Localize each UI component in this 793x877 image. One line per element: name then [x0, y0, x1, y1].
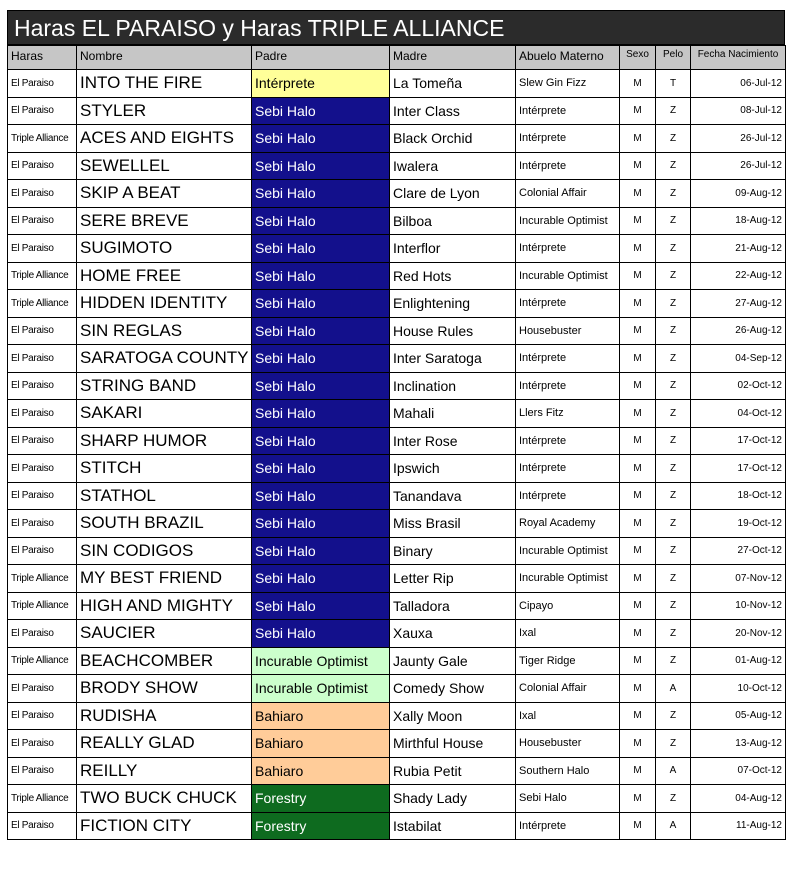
cell-madre: Rubia Petit: [390, 757, 516, 785]
cell-abuelo-materno: Intérprete: [516, 152, 620, 180]
table-row: [8, 70, 786, 98]
cell-pelo: Z: [656, 290, 691, 318]
cell-sexo: M: [620, 812, 656, 840]
cell-haras: El Paraiso: [8, 482, 77, 510]
cell-pelo: A: [656, 675, 691, 703]
spreadsheet: [7, 10, 785, 840]
cell-sexo: M: [620, 97, 656, 125]
cell-padre: Incurable Optimist: [252, 647, 390, 675]
cell-madre: Enlightening: [390, 290, 516, 318]
cell-madre: Miss Brasil: [390, 510, 516, 538]
cell-haras: El Paraiso: [8, 537, 77, 565]
cell-padre: Sebi Halo: [252, 97, 390, 125]
cell-pelo: Z: [656, 345, 691, 373]
cell-pelo: Z: [656, 152, 691, 180]
cell-nombre: ACES AND EIGHTS: [77, 125, 252, 153]
cell-padre: Bahiaro: [252, 757, 390, 785]
cell-nombre: TWO BUCK CHUCK: [77, 785, 252, 813]
cell-sexo: M: [620, 702, 656, 730]
cell-madre: Mahali: [390, 400, 516, 428]
cell-haras: El Paraiso: [8, 455, 77, 483]
cell-padre: Sebi Halo: [252, 152, 390, 180]
cell-haras: El Paraiso: [8, 400, 77, 428]
cell-nombre: BEACHCOMBER: [77, 647, 252, 675]
cell-fecha-nacimiento: 27-Oct-12: [691, 537, 786, 565]
cell-sexo: M: [620, 70, 656, 98]
cell-madre: Inter Saratoga: [390, 345, 516, 373]
cell-nombre: SHARP HUMOR: [77, 427, 252, 455]
table-row: [8, 180, 786, 208]
cell-madre: Xally Moon: [390, 702, 516, 730]
cell-fecha-nacimiento: 26-Aug-12: [691, 317, 786, 345]
cell-sexo: M: [620, 620, 656, 648]
cell-madre: Interflor: [390, 235, 516, 263]
cell-madre: House Rules: [390, 317, 516, 345]
cell-padre: Sebi Halo: [252, 125, 390, 153]
cell-fecha-nacimiento: 22-Aug-12: [691, 262, 786, 290]
cell-abuelo-materno: Intérprete: [516, 97, 620, 125]
cell-fecha-nacimiento: 07-Nov-12: [691, 565, 786, 593]
cell-fecha-nacimiento: 27-Aug-12: [691, 290, 786, 318]
cell-nombre: STITCH: [77, 455, 252, 483]
cell-madre: Shady Lady: [390, 785, 516, 813]
cell-madre: Binary: [390, 537, 516, 565]
cell-madre: Istabilat: [390, 812, 516, 840]
cell-fecha-nacimiento: 01-Aug-12: [691, 647, 786, 675]
table-row: [8, 730, 786, 758]
header-madre: Madre: [390, 46, 516, 70]
table-row: [8, 152, 786, 180]
cell-haras: Triple Alliance: [8, 125, 77, 153]
cell-abuelo-materno: Ixal: [516, 702, 620, 730]
cell-padre: Sebi Halo: [252, 620, 390, 648]
cell-haras: El Paraiso: [8, 702, 77, 730]
cell-sexo: M: [620, 400, 656, 428]
cell-padre: Intérprete: [252, 70, 390, 98]
cell-sexo: M: [620, 675, 656, 703]
cell-padre: Sebi Halo: [252, 565, 390, 593]
cell-madre: Comedy Show: [390, 675, 516, 703]
cell-abuelo-materno: Housebuster: [516, 730, 620, 758]
header-haras: Haras: [8, 46, 77, 70]
cell-abuelo-materno: Tiger Ridge: [516, 647, 620, 675]
cell-sexo: M: [620, 372, 656, 400]
cell-padre: Sebi Halo: [252, 345, 390, 373]
cell-sexo: M: [620, 647, 656, 675]
table-row: [8, 565, 786, 593]
cell-padre: Sebi Halo: [252, 180, 390, 208]
cell-haras: El Paraiso: [8, 510, 77, 538]
table-row: [8, 345, 786, 373]
cell-pelo: Z: [656, 207, 691, 235]
cell-fecha-nacimiento: 09-Aug-12: [691, 180, 786, 208]
cell-haras: El Paraiso: [8, 757, 77, 785]
cell-fecha-nacimiento: 26-Jul-12: [691, 125, 786, 153]
cell-madre: Jaunty Gale: [390, 647, 516, 675]
table-row: [8, 482, 786, 510]
cell-pelo: Z: [656, 317, 691, 345]
cell-pelo: Z: [656, 785, 691, 813]
cell-fecha-nacimiento: 02-Oct-12: [691, 372, 786, 400]
cell-abuelo-materno: Intérprete: [516, 345, 620, 373]
cell-abuelo-materno: Incurable Optimist: [516, 565, 620, 593]
cell-sexo: M: [620, 510, 656, 538]
cell-madre: Bilboa: [390, 207, 516, 235]
cell-abuelo-materno: Ixal: [516, 620, 620, 648]
cell-fecha-nacimiento: 04-Sep-12: [691, 345, 786, 373]
cell-pelo: A: [656, 812, 691, 840]
cell-fecha-nacimiento: 04-Aug-12: [691, 785, 786, 813]
cell-madre: Letter Rip: [390, 565, 516, 593]
cell-sexo: M: [620, 152, 656, 180]
cell-fecha-nacimiento: 26-Jul-12: [691, 152, 786, 180]
table-row: [8, 785, 786, 813]
cell-pelo: Z: [656, 565, 691, 593]
table-row: [8, 812, 786, 840]
cell-sexo: M: [620, 345, 656, 373]
table-row: [8, 372, 786, 400]
cell-fecha-nacimiento: 11-Aug-12: [691, 812, 786, 840]
cell-fecha-nacimiento: 21-Aug-12: [691, 235, 786, 263]
cell-nombre: SUGIMOTO: [77, 235, 252, 263]
cell-nombre: SERE BREVE: [77, 207, 252, 235]
table-row: [8, 647, 786, 675]
cell-abuelo-materno: Incurable Optimist: [516, 537, 620, 565]
cell-fecha-nacimiento: 10-Oct-12: [691, 675, 786, 703]
cell-nombre: SIN CODIGOS: [77, 537, 252, 565]
cell-madre: Inter Rose: [390, 427, 516, 455]
cell-fecha-nacimiento: 07-Oct-12: [691, 757, 786, 785]
cell-sexo: M: [620, 180, 656, 208]
cell-padre: Sebi Halo: [252, 482, 390, 510]
cell-madre: Tanandava: [390, 482, 516, 510]
cell-sexo: M: [620, 290, 656, 318]
cell-padre: Sebi Halo: [252, 372, 390, 400]
cell-fecha-nacimiento: 20-Nov-12: [691, 620, 786, 648]
cell-abuelo-materno: Royal Academy: [516, 510, 620, 538]
cell-padre: Sebi Halo: [252, 455, 390, 483]
cell-abuelo-materno: Intérprete: [516, 290, 620, 318]
cell-sexo: M: [620, 427, 656, 455]
cell-haras: Triple Alliance: [8, 592, 77, 620]
cell-nombre: BRODY SHOW: [77, 675, 252, 703]
cell-haras: El Paraiso: [8, 97, 77, 125]
cell-haras: El Paraiso: [8, 152, 77, 180]
cell-madre: Inter Class: [390, 97, 516, 125]
cell-nombre: STATHOL: [77, 482, 252, 510]
cell-nombre: STYLER: [77, 97, 252, 125]
cell-haras: El Paraiso: [8, 427, 77, 455]
cell-nombre: HIGH AND MIGHTY: [77, 592, 252, 620]
cell-fecha-nacimiento: 19-Oct-12: [691, 510, 786, 538]
cell-pelo: Z: [656, 702, 691, 730]
cell-sexo: M: [620, 317, 656, 345]
cell-pelo: Z: [656, 647, 691, 675]
cell-haras: Triple Alliance: [8, 647, 77, 675]
cell-abuelo-materno: Housebuster: [516, 317, 620, 345]
cell-padre: Sebi Halo: [252, 207, 390, 235]
cell-pelo: Z: [656, 537, 691, 565]
cell-sexo: M: [620, 730, 656, 758]
cell-abuelo-materno: Intérprete: [516, 482, 620, 510]
sheet-title: Haras EL PARAISO y Haras TRIPLE ALLIANCE: [7, 10, 785, 45]
cell-abuelo-materno: Slew Gin Fizz: [516, 70, 620, 98]
cell-pelo: Z: [656, 510, 691, 538]
cell-padre: Bahiaro: [252, 702, 390, 730]
cell-abuelo-materno: Llers Fitz: [516, 400, 620, 428]
cell-nombre: HIDDEN IDENTITY: [77, 290, 252, 318]
cell-madre: Iwalera: [390, 152, 516, 180]
cell-padre: Sebi Halo: [252, 317, 390, 345]
cell-fecha-nacimiento: 17-Oct-12: [691, 427, 786, 455]
cell-madre: Xauxa: [390, 620, 516, 648]
cell-nombre: REILLY: [77, 757, 252, 785]
cell-madre: Ipswich: [390, 455, 516, 483]
cell-pelo: Z: [656, 262, 691, 290]
table-row: [8, 317, 786, 345]
cell-haras: El Paraiso: [8, 345, 77, 373]
cell-pelo: Z: [656, 400, 691, 428]
cell-abuelo-materno: Colonial Affair: [516, 180, 620, 208]
cell-pelo: Z: [656, 235, 691, 263]
cell-padre: Sebi Halo: [252, 400, 390, 428]
cell-nombre: INTO THE FIRE: [77, 70, 252, 98]
cell-sexo: M: [620, 125, 656, 153]
table-row: [8, 510, 786, 538]
cell-abuelo-materno: Intérprete: [516, 427, 620, 455]
cell-haras: Triple Alliance: [8, 565, 77, 593]
header-fecha-nacimiento: Fecha Nacimiento: [691, 46, 786, 70]
cell-padre: Incurable Optimist: [252, 675, 390, 703]
table-row: [8, 235, 786, 263]
table-row: [8, 262, 786, 290]
table-row: [8, 400, 786, 428]
cell-haras: Triple Alliance: [8, 262, 77, 290]
cell-padre: Forestry: [252, 785, 390, 813]
cell-pelo: Z: [656, 482, 691, 510]
cell-sexo: M: [620, 455, 656, 483]
cell-fecha-nacimiento: 17-Oct-12: [691, 455, 786, 483]
cell-haras: El Paraiso: [8, 372, 77, 400]
cell-pelo: A: [656, 757, 691, 785]
table-row: [8, 537, 786, 565]
cell-padre: Forestry: [252, 812, 390, 840]
cell-nombre: SARATOGA COUNTY: [77, 345, 252, 373]
cell-abuelo-materno: Incurable Optimist: [516, 207, 620, 235]
cell-madre: Mirthful House: [390, 730, 516, 758]
header-sexo: Sexo: [620, 46, 656, 70]
header-abuelo-materno: Abuelo Materno: [516, 46, 620, 70]
cell-madre: Inclination: [390, 372, 516, 400]
cell-padre: Bahiaro: [252, 730, 390, 758]
cell-haras: El Paraiso: [8, 70, 77, 98]
cell-pelo: Z: [656, 730, 691, 758]
cell-padre: Sebi Halo: [252, 235, 390, 263]
table-row: [8, 620, 786, 648]
cell-sexo: M: [620, 592, 656, 620]
cell-madre: Black Orchid: [390, 125, 516, 153]
cell-fecha-nacimiento: 08-Jul-12: [691, 97, 786, 125]
cell-padre: Sebi Halo: [252, 290, 390, 318]
cell-haras: El Paraiso: [8, 620, 77, 648]
cell-abuelo-materno: Intérprete: [516, 812, 620, 840]
cell-nombre: SIN REGLAS: [77, 317, 252, 345]
cell-sexo: M: [620, 565, 656, 593]
cell-padre: Sebi Halo: [252, 537, 390, 565]
cell-nombre: SAKARI: [77, 400, 252, 428]
cell-haras: El Paraiso: [8, 235, 77, 263]
cell-fecha-nacimiento: 18-Aug-12: [691, 207, 786, 235]
cell-padre: Sebi Halo: [252, 592, 390, 620]
cell-sexo: M: [620, 235, 656, 263]
cell-abuelo-materno: Colonial Affair: [516, 675, 620, 703]
table-row: [8, 592, 786, 620]
cell-pelo: Z: [656, 427, 691, 455]
cell-haras: El Paraiso: [8, 317, 77, 345]
cell-haras: El Paraiso: [8, 207, 77, 235]
table-row: [8, 290, 786, 318]
cell-fecha-nacimiento: 10-Nov-12: [691, 592, 786, 620]
table-row: [8, 757, 786, 785]
cell-sexo: M: [620, 262, 656, 290]
cell-madre: Red Hots: [390, 262, 516, 290]
cell-pelo: Z: [656, 620, 691, 648]
cell-madre: La Tomeña: [390, 70, 516, 98]
cell-pelo: Z: [656, 455, 691, 483]
cell-fecha-nacimiento: 06-Jul-12: [691, 70, 786, 98]
cell-abuelo-materno: Intérprete: [516, 125, 620, 153]
cell-nombre: STRING BAND: [77, 372, 252, 400]
cell-haras: El Paraiso: [8, 812, 77, 840]
table-row: [8, 207, 786, 235]
header-pelo: Pelo: [656, 46, 691, 70]
cell-abuelo-materno: Sebi Halo: [516, 785, 620, 813]
cell-abuelo-materno: Cipayo: [516, 592, 620, 620]
cell-haras: Triple Alliance: [8, 290, 77, 318]
cell-sexo: M: [620, 757, 656, 785]
table-row: [8, 675, 786, 703]
cell-nombre: SOUTH BRAZIL: [77, 510, 252, 538]
header-row: [8, 46, 786, 70]
cell-abuelo-materno: Intérprete: [516, 235, 620, 263]
cell-fecha-nacimiento: 18-Oct-12: [691, 482, 786, 510]
cell-haras: El Paraiso: [8, 730, 77, 758]
cell-fecha-nacimiento: 05-Aug-12: [691, 702, 786, 730]
cell-abuelo-materno: Intérprete: [516, 455, 620, 483]
table-row: [8, 702, 786, 730]
cell-pelo: Z: [656, 372, 691, 400]
cell-padre: Sebi Halo: [252, 262, 390, 290]
cell-fecha-nacimiento: 04-Oct-12: [691, 400, 786, 428]
cell-abuelo-materno: Intérprete: [516, 372, 620, 400]
cell-pelo: Z: [656, 592, 691, 620]
cell-nombre: FICTION CITY: [77, 812, 252, 840]
cell-nombre: SEWELLEL: [77, 152, 252, 180]
cell-sexo: M: [620, 785, 656, 813]
cell-sexo: M: [620, 482, 656, 510]
cell-nombre: RUDISHA: [77, 702, 252, 730]
cell-pelo: Z: [656, 180, 691, 208]
cell-nombre: REALLY GLAD: [77, 730, 252, 758]
table-row: [8, 427, 786, 455]
cell-madre: Talladora: [390, 592, 516, 620]
table-row: [8, 125, 786, 153]
cell-sexo: M: [620, 207, 656, 235]
cell-nombre: SAUCIER: [77, 620, 252, 648]
header-nombre: Nombre: [77, 46, 252, 70]
header-padre: Padre: [252, 46, 390, 70]
cell-nombre: SKIP A BEAT: [77, 180, 252, 208]
cell-pelo: T: [656, 70, 691, 98]
cell-nombre: HOME FREE: [77, 262, 252, 290]
horses-table: [7, 45, 786, 840]
cell-sexo: M: [620, 537, 656, 565]
table-row: [8, 455, 786, 483]
cell-pelo: Z: [656, 125, 691, 153]
cell-abuelo-materno: Incurable Optimist: [516, 262, 620, 290]
cell-haras: El Paraiso: [8, 675, 77, 703]
cell-abuelo-materno: Southern Halo: [516, 757, 620, 785]
cell-haras: Triple Alliance: [8, 785, 77, 813]
cell-pelo: Z: [656, 97, 691, 125]
cell-nombre: MY BEST FRIEND: [77, 565, 252, 593]
cell-haras: El Paraiso: [8, 180, 77, 208]
cell-madre: Clare de Lyon: [390, 180, 516, 208]
cell-fecha-nacimiento: 13-Aug-12: [691, 730, 786, 758]
cell-padre: Sebi Halo: [252, 427, 390, 455]
cell-padre: Sebi Halo: [252, 510, 390, 538]
table-row: [8, 97, 786, 125]
